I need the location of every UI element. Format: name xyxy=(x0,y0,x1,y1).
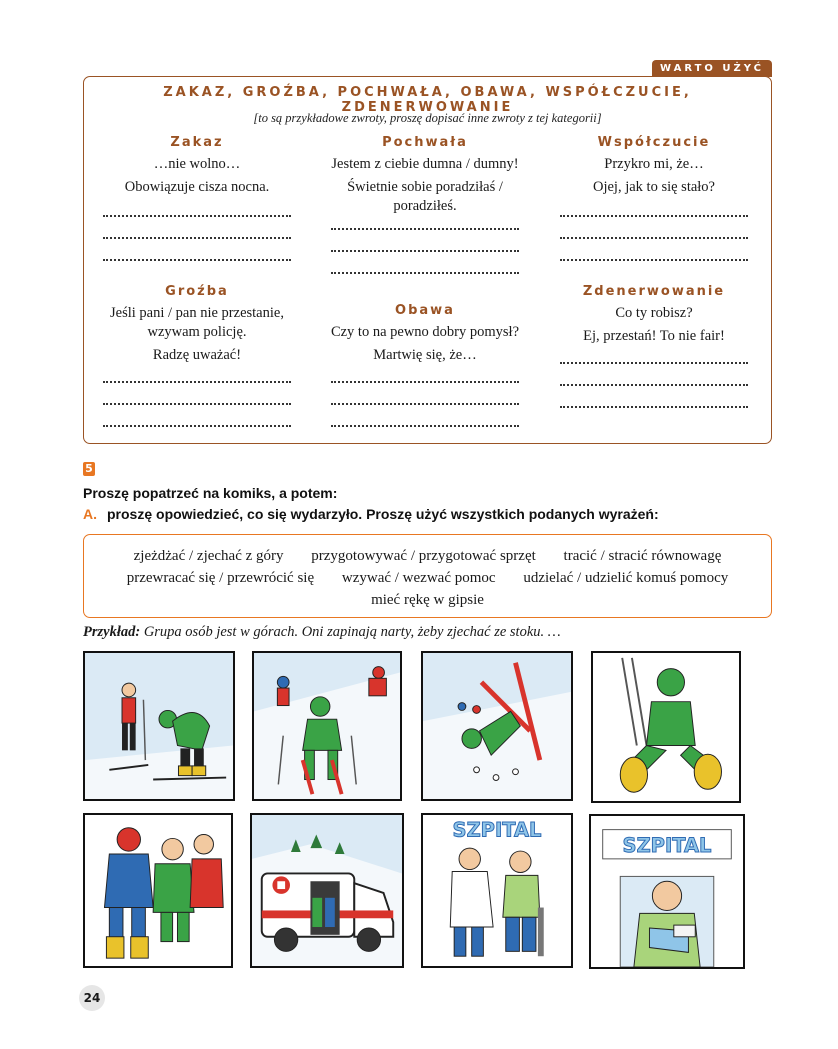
blank-line[interactable] xyxy=(560,386,748,408)
blank-line[interactable] xyxy=(103,405,291,427)
blank-line[interactable] xyxy=(331,369,519,383)
expression: zjeżdżać / zjechać z góry xyxy=(133,548,284,564)
exercise-number: 5 xyxy=(83,462,95,476)
category-title: Groźba xyxy=(165,284,229,299)
subtask-text: proszę opowiedzieć, co się wydarzyło. Proszę użyć wszystkich podanych wyrażeń: xyxy=(107,506,659,522)
comic-panel-3 xyxy=(421,651,573,801)
skier-falling-illustration xyxy=(423,653,571,799)
phrase: Obowiązuje cisza nocna. xyxy=(124,179,270,195)
example-sentence xyxy=(83,624,561,641)
blank-line[interactable] xyxy=(560,239,748,261)
warto-uzyc-tag: WARTO UŻYĆ xyxy=(652,60,772,77)
comic-panel-2 xyxy=(252,651,402,801)
ambulance-illustration xyxy=(252,815,402,966)
phrase: Świetnie sobie poradziłaś / poradziłeś. xyxy=(347,179,503,214)
blank-line[interactable] xyxy=(103,217,291,239)
blank-line[interactable] xyxy=(560,350,748,364)
blank-line[interactable] xyxy=(331,252,519,274)
blank-line[interactable] xyxy=(103,239,291,261)
helping-injured-illustration xyxy=(85,815,231,966)
injured-skier-illustration xyxy=(593,653,739,801)
blank-line[interactable] xyxy=(560,364,748,386)
phrase: Jeśli pani / pan nie przestanie, wzywam policję. xyxy=(110,305,284,340)
expression: udzielać / udzielić komuś pomocy xyxy=(523,570,729,586)
comic-panel-6 xyxy=(250,813,404,968)
blank-line[interactable] xyxy=(560,217,748,239)
phrase-box-note: [to są przykładowe zwroty, proszę dopisać inne zwroty z tej kategorii] xyxy=(253,111,602,125)
category-grozba xyxy=(97,284,297,427)
hospital-sign: SZPITAL xyxy=(452,818,542,842)
phrase-box-title: ZAKAZ, GROŹBA, POCHWAŁA, OBAWA, WSPÓŁCZUCIE, ZDENERWOWANIE xyxy=(163,85,692,115)
hospital-doctor-illustration xyxy=(423,815,571,966)
expressions-row xyxy=(84,545,771,567)
phrase: Czy to na pewno dobry pomysł? xyxy=(330,324,520,340)
expressions-row xyxy=(84,567,771,589)
blank-line[interactable] xyxy=(560,201,748,217)
blank-line[interactable] xyxy=(103,369,291,383)
subtask-letter: A. xyxy=(83,506,97,522)
phrase: Radzę uważać! xyxy=(152,347,242,363)
phrase: Co ty robisz? xyxy=(615,305,693,321)
category-wspolczucie xyxy=(554,135,754,261)
category-pochwala xyxy=(325,135,525,274)
category-title: Zdenerwowanie xyxy=(582,284,726,299)
example-label: Przykład: xyxy=(83,624,141,640)
blank-line[interactable] xyxy=(331,220,519,230)
example-text: Grupa osób jest w górach. Oni zapinają narty, żeby zjechać ze stoku. … xyxy=(143,624,561,640)
blank-line[interactable] xyxy=(103,201,291,217)
hospital-sign: SZPITAL xyxy=(622,834,712,858)
expression: mieć rękę w gipsie xyxy=(371,592,484,608)
phrase: Ej, przestań! To nie fair! xyxy=(583,328,725,344)
expression: wzywać / wezwać pomoc xyxy=(341,570,496,586)
category-title: Pochwała xyxy=(382,135,468,150)
comic-panel-8 xyxy=(589,814,745,969)
skiers-preparing-illustration xyxy=(85,653,233,799)
category-obawa xyxy=(325,303,525,427)
category-title: Obawa xyxy=(395,303,455,318)
expression: przygotowywać / przygotować sprzęt xyxy=(311,548,536,564)
phrase: Jestem z ciebie dumna / dumny! xyxy=(331,156,519,172)
expression: przewracać się / przewrócić się xyxy=(126,570,315,586)
category-zdenerwowanie xyxy=(554,284,754,408)
skiers-descending-illustration xyxy=(254,653,400,799)
page-number: 24 xyxy=(79,985,105,1011)
category-title: Współczucie xyxy=(597,135,711,150)
blank-line[interactable] xyxy=(331,405,519,427)
comic-panel-4 xyxy=(591,651,741,803)
phrase-box xyxy=(83,76,772,444)
phrase: …nie wolno… xyxy=(153,156,241,172)
blank-line[interactable] xyxy=(103,383,291,405)
expression: tracić / stracić równowagę xyxy=(563,548,722,564)
exercise-instruction: Proszę popatrzeć na komiks, a potem: xyxy=(83,485,338,501)
blank-line[interactable] xyxy=(331,383,519,405)
phrase: Przykro mi, że… xyxy=(604,156,704,172)
expressions-box xyxy=(83,534,772,618)
comic-panel-5 xyxy=(83,813,233,968)
expressions-row xyxy=(84,589,771,611)
comic-panel-7 xyxy=(421,813,573,968)
arm-in-cast-illustration xyxy=(591,816,743,967)
exercise-subinstruction xyxy=(83,506,659,522)
category-title: Zakaz xyxy=(170,135,224,150)
phrase: Martwię się, że… xyxy=(373,347,477,363)
phrase: Ojej, jak to się stało? xyxy=(592,179,715,195)
blank-line[interactable] xyxy=(331,230,519,252)
category-zakaz xyxy=(97,135,297,261)
comic-panel-1 xyxy=(83,651,235,801)
